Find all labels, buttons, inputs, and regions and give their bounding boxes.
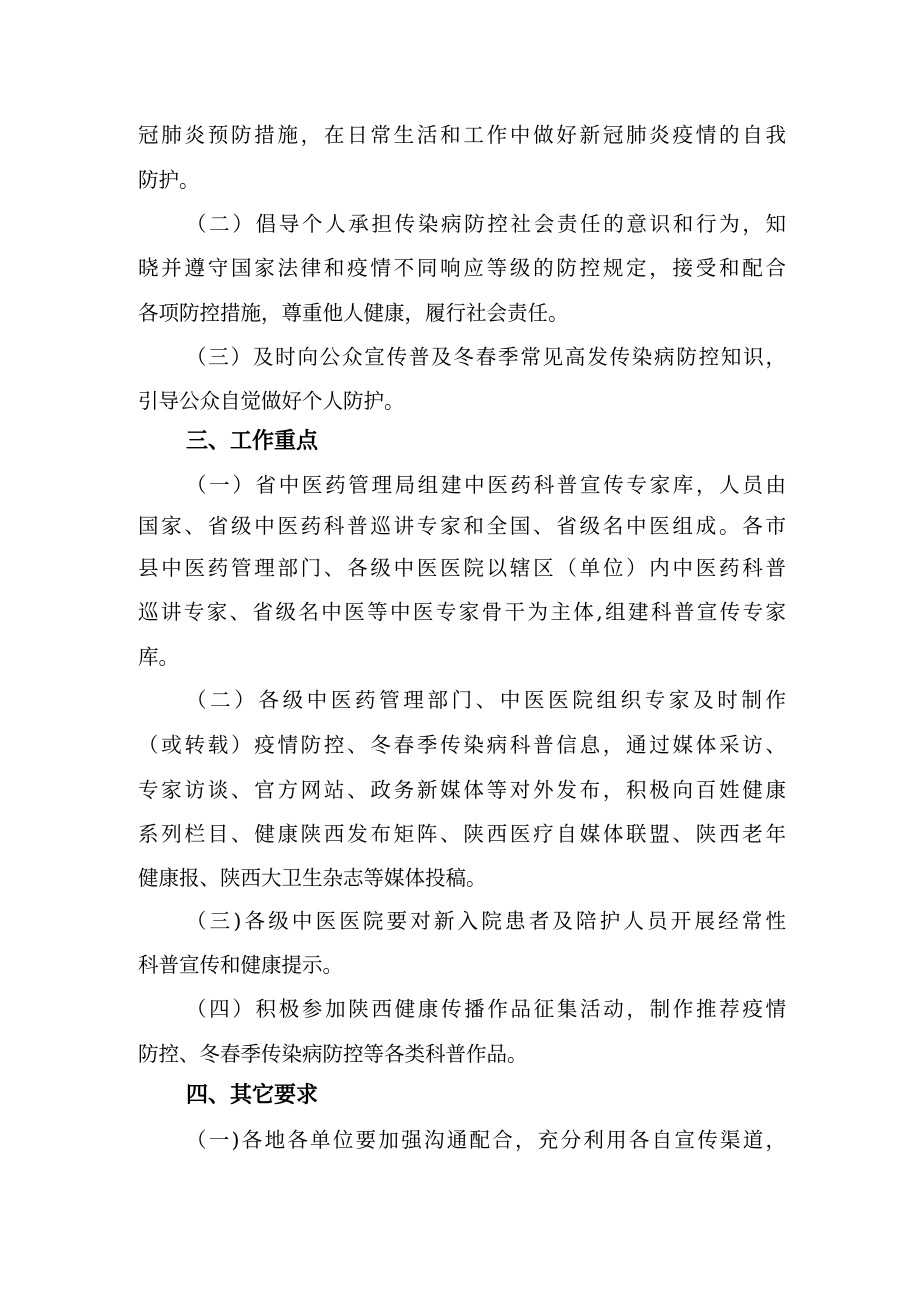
paragraph-line: 巡讲专家、省级名中医等中医专家骨干为主体,组建科普宣传专家 <box>138 600 786 624</box>
paragraph-line: 科普宣传和健康提示。 <box>138 953 343 977</box>
paragraph-line: 防护。 <box>138 168 200 192</box>
paragraph-line: （一)各地各单位要加强沟通配合，充分利用各自宣传渠道， <box>186 1128 786 1152</box>
section-heading: 三、工作重点 <box>186 429 319 454</box>
paragraph-line: 引导公众自觉做好个人防护。 <box>138 389 405 413</box>
paragraph-line: （三）及时向公众宣传普及冬春季常见高发传染病防控知识， <box>186 345 786 369</box>
paragraph-line: 库。 <box>138 645 179 669</box>
paragraph-line: 县中医药管理部门、各级中医医院以辖区（单位）内中医药科普 <box>138 556 786 580</box>
paragraph-line: 系列栏目、健康陕西发布矩阵、陕西医疗自媒体联盟、陕西老年 <box>138 822 786 846</box>
paragraph-line: （四）积极参加陕西健康传播作品征集活动，制作推荐疫情 <box>186 997 786 1021</box>
paragraph-line: （三)各级中医医院要对新入院患者及陪护人员开展经常性 <box>186 909 786 933</box>
paragraph-line: 防控、冬春季传染病防控等各类科普作品。 <box>138 1042 528 1066</box>
paragraph-line: 冠肺炎预防措施，在日常生活和工作中做好新冠肺炎疫情的自我 <box>138 123 786 147</box>
paragraph-line: 健康报、陕西大卫生杂志等媒体投稿。 <box>138 866 487 890</box>
section-heading: 四、其它要求 <box>186 1083 319 1108</box>
paragraph-line: （或转载）疫情防控、冬春季传染病科普信息，通过媒体采访、 <box>138 733 786 757</box>
paragraph-line: 国家、省级中医药科普巡讲专家和全国、省级名中医组成。各市 <box>138 514 786 538</box>
paragraph-line: 晓并遵守国家法律和疫情不同响应等级的防控规定，接受和配合 <box>138 256 786 280</box>
paragraph-line: 各项防控措施，尊重他人健康，履行社会责任。 <box>138 301 569 325</box>
paragraph-line: 专家访谈、官方网站、政务新媒体等对外发布，积极向百姓健康 <box>138 778 786 802</box>
paragraph-line: （二）倡导个人承担传染病防控社会责任的意识和行为，知 <box>186 212 786 236</box>
paragraph-line: （一）省中医药管理局组建中医药科普宣传专家库，人员由 <box>186 473 786 497</box>
paragraph-line: （二）各级中医药管理部门、中医医院组织专家及时制作 <box>186 688 786 712</box>
